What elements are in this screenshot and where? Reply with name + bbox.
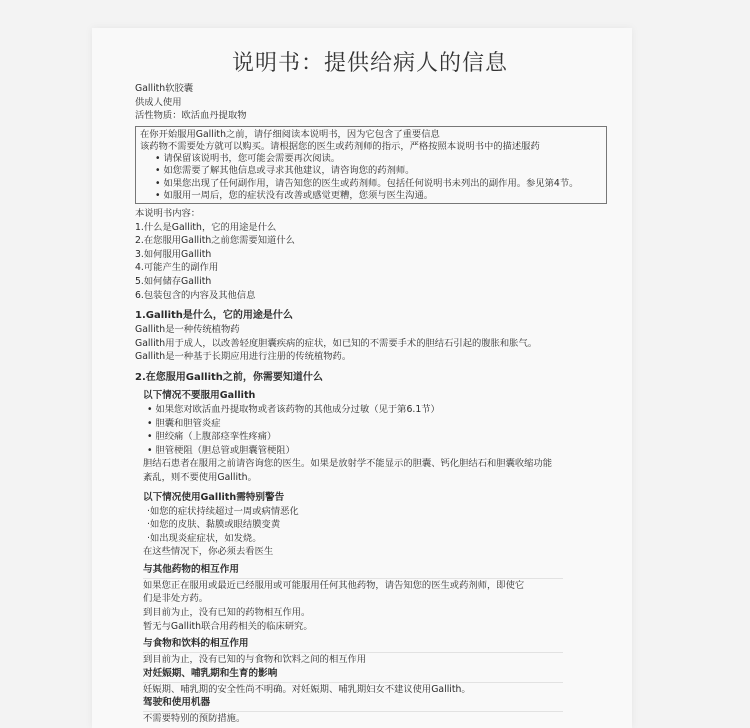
toc-item: 6.包装包含的内容及其他信息 <box>135 289 256 301</box>
toc-item: 2.在您服用Gallith之前您需要知道什么 <box>135 235 295 247</box>
notice-line: 该药物不需要处方就可以购买。请根据您的医生或药剂师的指示，严格按照本说明书中的描述服药 <box>140 140 540 152</box>
toc-item: 1.什么是Gallith，它的用途是什么 <box>135 221 277 233</box>
section2-heading: 2.在您服用Gallith之前，你需要知道什么 <box>135 371 323 383</box>
document-title: 说明书：提供给病人的信息 <box>231 51 508 76</box>
no-use-bullet: • 胆管梗阻（胆总管或胆囊管梗阻） <box>147 444 295 456</box>
interactions-heading: 与其他药物的相互作用 <box>143 563 239 575</box>
pregnancy-heading: 对妊娠期、哺乳期和生育的影响 <box>143 667 278 679</box>
gallstone-note: 胆结石患者在服用之前请咨询您的医生。如果是放射学不能显示的胆囊、钙化胆结石和胆囊收缩功能 <box>143 458 553 470</box>
warning-item: ·如出现炎症症状，如发烧。 <box>147 532 262 544</box>
section1-heading: 1.Gallith是什么，它的用途是什么 <box>135 310 293 322</box>
warning-item: ·如您的症状持续超过一周或病情恶化 <box>147 505 299 517</box>
driving-heading: 驾驶和使用机器 <box>143 697 211 709</box>
notice-bullet: • 如服用一周后，您的症状没有改善或感觉更糟，您须与医生沟通。 <box>155 189 434 201</box>
no-use-bullet: • 胆绞痛（上腹部痉挛性疼痛） <box>147 431 277 443</box>
no-use-heading: 以下情况不要服用Gallith <box>143 389 256 401</box>
warnings-heading: 以下情况使用Gallith需特别警告 <box>143 491 285 503</box>
interactions-line: 到目前为止，没有已知的药物相互作用。 <box>143 607 311 619</box>
no-use-bullet: • 如果您对欧活血丹提取物或者该药物的其他成分过敏（见于第6.1节） <box>147 403 440 415</box>
notice-bullet: • 如您需要了解其他信息或寻求其他建议，请咨询您的药剂师。 <box>155 165 415 177</box>
warnings-footer: 在这些情况下，你必须去看医生 <box>143 546 274 558</box>
toc-item: 4.可能产生的副作用 <box>135 262 219 274</box>
notice-box <box>135 126 607 204</box>
document-page <box>92 28 632 728</box>
driving-line: 不需要特别的预防措施。 <box>143 713 246 725</box>
section1-line: Gallith是一种传统植物药 <box>135 324 240 336</box>
document-content <box>135 50 605 726</box>
section1-line: Gallith是一种基于长期应用进行注册的传统植物药。 <box>135 351 352 363</box>
toc-heading: 本说明书内容： <box>135 208 201 219</box>
notice-bullet: • 请保留该说明书，您可能会需要再次阅读。 <box>155 153 341 165</box>
interactions-line: 们是非处方药。 <box>143 593 209 605</box>
pregnancy-line: 妊娠期、哺乳期的安全性尚不明确。对妊娠期、哺乳期妇女不建议使用Gallith。 <box>143 683 471 695</box>
active-ingredient: 活性物质：欧活血丹提取物 <box>135 110 247 122</box>
product-usage: 供成人使用 <box>135 96 182 108</box>
interactions-line: 暂无与Gallith联合用药相关的临床研究。 <box>143 620 313 632</box>
section1-line: Gallith用于成人，以改善轻度胆囊疾病的症状，如已知的不需要手术的胆结石引起的腹胀和胀气。 <box>135 337 538 349</box>
food-heading: 与食物和饮料的相互作用 <box>143 638 249 650</box>
interactions-line: 如果您正在服用或最近已经服用或可能服用任何其他药物，请告知您的医生或药剂师，即使它 <box>143 579 525 591</box>
gallstone-note: 紊乱，则不要使用Gallith。 <box>143 471 257 483</box>
product-name: Gallith软胶囊 <box>135 83 194 94</box>
no-use-bullet: • 胆囊和胆管炎症 <box>147 417 221 429</box>
toc-item: 3.如何服用Gallith <box>135 248 212 260</box>
warning-item: ·如您的皮肤、黏膜或眼结膜变黄 <box>147 519 281 531</box>
notice-bullet: • 如果您出现了任何副作用，请告知您的医生或药剂师。包括任何说明书未列出的副作用。参见第4节。 <box>155 177 579 189</box>
toc-item: 5.如何储存Gallith <box>135 275 212 287</box>
notice-line: 在你开始服用Gallith之前，请仔细阅读本说明书，因为它包含了重要信息 <box>140 128 440 140</box>
food-line: 到目前为止，没有已知的与食物和饮料之间的相互作用 <box>143 654 367 666</box>
